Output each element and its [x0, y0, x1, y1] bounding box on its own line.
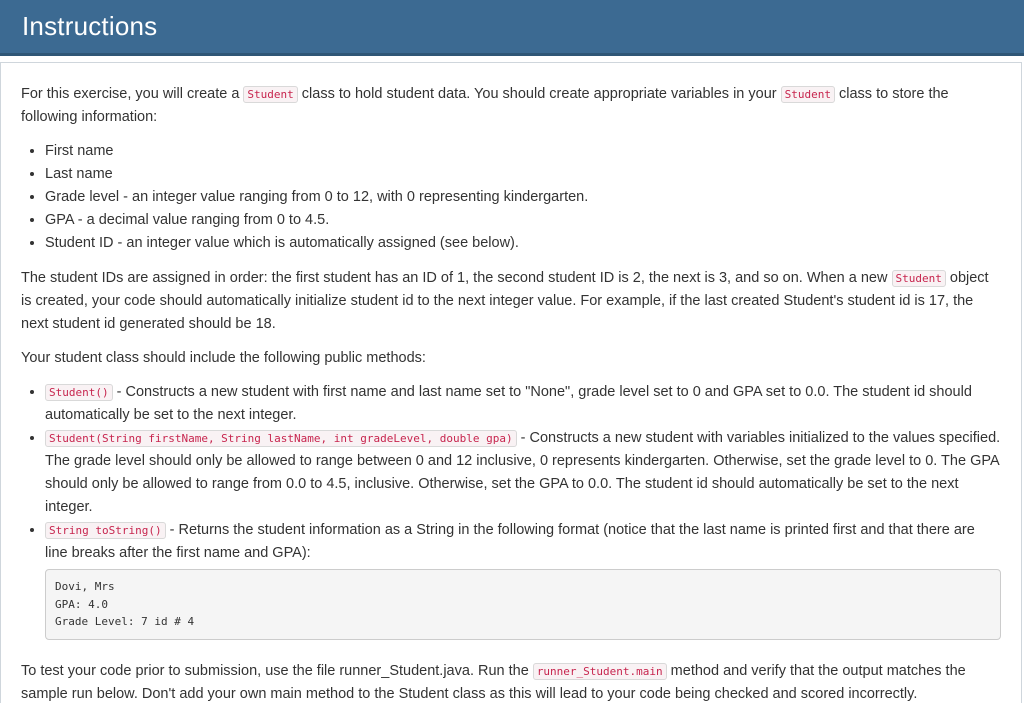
methods-intro: Your student class should include the following public methods: — [21, 350, 426, 366]
testing-paragraph — [21, 660, 1001, 706]
code-student-class: Student — [892, 270, 946, 287]
method-signature: Student() — [45, 384, 113, 401]
list-item: • Last name — [45, 163, 1001, 186]
code-student-class: Student — [243, 86, 297, 103]
instructions-header — [0, 0, 1024, 56]
list-item: • First name — [45, 140, 1001, 163]
method-item — [45, 381, 1001, 427]
method-item — [45, 427, 1001, 519]
testing-text-1: To test your code prior to submission, use the file runner_Student.java. Run the — [21, 662, 533, 679]
methods-list — [21, 381, 1001, 640]
sample-output-codeblock: Dovi, Mrs GPA: 4.0 Grade Level: 7 id # 4 — [45, 569, 1001, 640]
ids-paragraph — [21, 267, 1001, 336]
method-item — [45, 519, 1001, 640]
intro-text-1: For this exercise, you will create a — [21, 86, 244, 102]
method-description: - Constructs a new student with variables initialized to the values specified. The grade level should only be allowed to range between 0 and 12 inclusive, 0 represents kindergarten. Otherwise, set the grade level to 0. The GPA should only be allowed to range from 0.0 to 4.5, inclusive. Otherwise, set the GPA to 0.0. The student id should automatically be set to the next integer. — [45, 430, 1001, 515]
ids-text-2: object is created, your code should automatically initialize student id to the next integer value. For example, if the last created Student's student id is 17, the next student id generated should be 18. — [21, 270, 989, 332]
method-description: - Constructs a new student with first name and last name set to "None", grade level set to 0 and GPA set to 0.0. The student id should automatically be set to the next integer. — [45, 384, 972, 423]
intro-text-3: class to store the following information: — [21, 86, 949, 125]
testing-text-2: method and verify that the output matches the sample run below. Don't add your own main method to the Student class as this will lead to your code being checked and scored incorrectly. — [21, 662, 966, 702]
list-item: • Grade level - an integer value ranging from 0 to 12, with 0 representing kindergarten. — [45, 186, 1001, 209]
fields-list — [21, 140, 1001, 255]
code-runner-main: runner_Student.main — [533, 663, 667, 680]
list-item: • Student ID - an integer value which is automatically assigned (see below). — [45, 232, 1001, 255]
method-signature: Student(String firstName, String lastName, int gradeLevel, double gpa) — [45, 430, 517, 447]
instructions-content — [0, 62, 1022, 703]
method-description: - Returns the student information as a String in the following format (notice that the last name is printed first and that there are line breaks after the first name and GPA): — [45, 522, 975, 561]
ids-text-1: The student IDs are assigned in order: the first student has an ID of 1, the second student ID is 2, the next is 3, and so on. When a new — [21, 270, 892, 286]
method-signature: String toString() — [45, 522, 166, 539]
intro-paragraph — [21, 83, 1001, 129]
page-title: Instructions — [22, 11, 158, 41]
list-item: • GPA - a decimal value ranging from 0 to 4.5. — [45, 209, 1001, 232]
code-student-class: Student — [781, 86, 835, 103]
intro-text-2: class to hold student data. You should create appropriate variables in your — [297, 86, 781, 102]
